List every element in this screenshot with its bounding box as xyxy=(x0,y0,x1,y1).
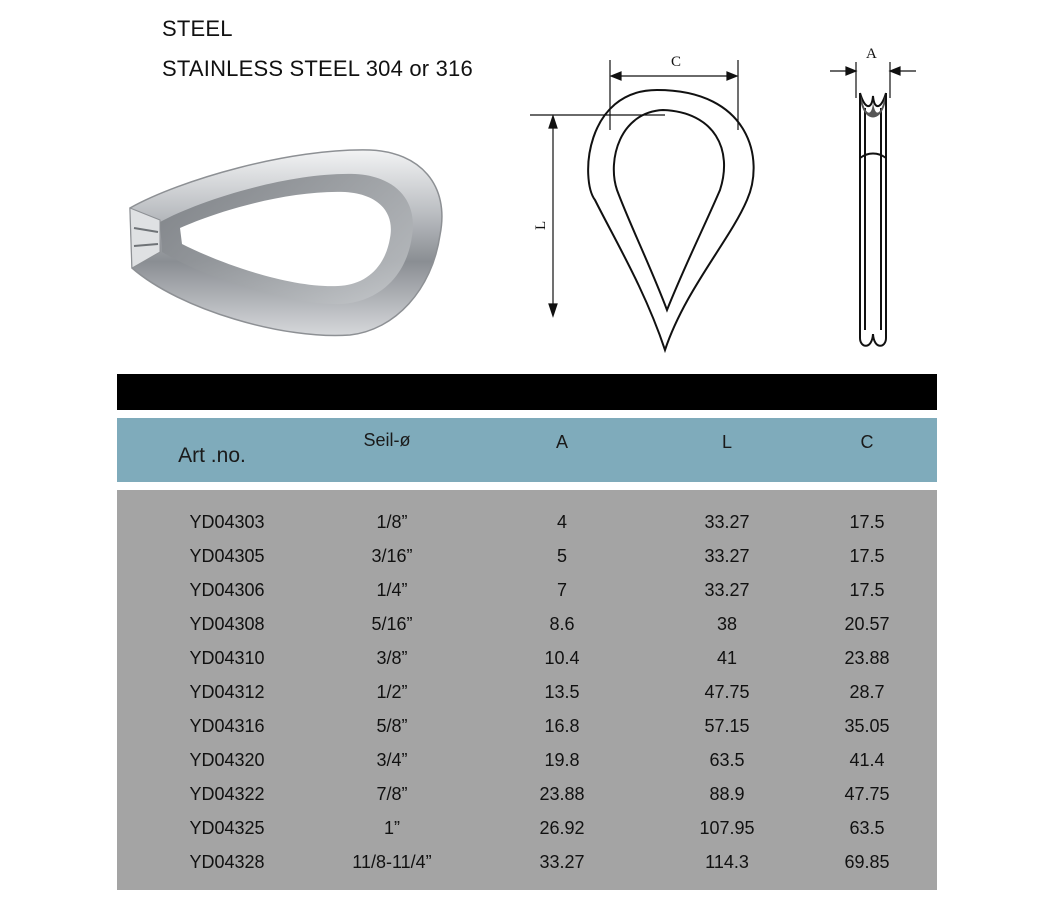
cell-seil: 11/8-11/4” xyxy=(352,852,432,872)
header-seil: Seil-ø xyxy=(363,430,411,450)
cell-seil: 1” xyxy=(383,818,400,838)
header-l: L xyxy=(721,432,732,452)
table-row xyxy=(117,542,937,576)
cell-a: 13.5 xyxy=(544,682,580,702)
cell-a: 19.8 xyxy=(544,750,580,770)
table-row xyxy=(117,678,937,712)
table-row xyxy=(117,746,937,780)
cell-c: 23.88 xyxy=(844,648,890,668)
cell-c: 28.7 xyxy=(849,682,885,702)
table-row xyxy=(117,814,937,848)
cell-l: 47.75 xyxy=(704,682,750,702)
cell-a: 5 xyxy=(556,546,567,566)
cell-a: 4 xyxy=(556,512,567,532)
cell-c: 63.5 xyxy=(849,818,885,838)
dim-label-c: C xyxy=(671,54,682,70)
cell-c: 17.5 xyxy=(849,546,885,566)
cell-seil: 3/16” xyxy=(371,546,413,566)
cell-a: 8.6 xyxy=(549,614,575,634)
cell-c: 69.85 xyxy=(844,852,890,872)
table-row xyxy=(117,508,937,542)
thimble-photo xyxy=(120,140,460,350)
cell-seil: 3/4” xyxy=(376,750,408,770)
cell-l: 57.15 xyxy=(704,716,750,736)
cell-c: 41.4 xyxy=(849,750,885,770)
material-heading: STEEL xyxy=(162,16,233,41)
table-row xyxy=(117,848,937,882)
black-title-bar xyxy=(117,374,937,410)
table-row xyxy=(117,610,937,644)
header-c: C xyxy=(860,432,874,452)
cell-a: 26.92 xyxy=(539,818,585,838)
cell-l: 33.27 xyxy=(704,546,750,566)
cell-art: YD04312 xyxy=(189,682,265,702)
thimble-front-drawing xyxy=(525,40,785,360)
table-header xyxy=(117,418,937,482)
dim-label-a: A xyxy=(866,46,877,62)
cell-art: YD04320 xyxy=(189,750,265,770)
cell-art: YD04303 xyxy=(189,512,265,532)
cell-c: 17.5 xyxy=(849,512,885,532)
cell-art: YD04305 xyxy=(189,546,265,566)
cell-l: 33.27 xyxy=(704,580,750,600)
cell-a: 33.27 xyxy=(539,852,585,872)
cell-art: YD04306 xyxy=(189,580,265,600)
cell-c: 17.5 xyxy=(849,580,885,600)
cell-art: YD04316 xyxy=(189,716,265,736)
cell-seil: 1/2” xyxy=(376,682,408,702)
dim-label-l: L xyxy=(533,220,549,230)
cell-c: 20.57 xyxy=(844,614,890,634)
cell-seil: 1/4” xyxy=(376,580,408,600)
cell-seil: 3/8” xyxy=(376,648,408,668)
header-art-no: Art .no. xyxy=(178,444,246,467)
table-row xyxy=(117,780,937,814)
cell-l: 38 xyxy=(716,614,738,634)
cell-a: 16.8 xyxy=(544,716,580,736)
cell-c: 35.05 xyxy=(844,716,890,736)
cell-seil: 7/8” xyxy=(376,784,408,804)
cell-art: YD04325 xyxy=(189,818,265,838)
header-a: A xyxy=(555,432,568,452)
cell-a: 23.88 xyxy=(539,784,585,804)
cell-seil: 5/16” xyxy=(371,614,413,634)
table-row xyxy=(117,576,937,610)
material-subheading: STAINLESS STEEL 304 or 316 xyxy=(162,56,473,81)
cell-a: 7 xyxy=(556,580,567,600)
cell-l: 88.9 xyxy=(709,784,745,804)
cell-l: 107.95 xyxy=(699,818,755,838)
cell-c: 47.75 xyxy=(844,784,890,804)
table-body xyxy=(117,490,937,890)
cell-seil: 1/8” xyxy=(376,512,408,532)
cell-l: 41 xyxy=(716,648,738,668)
cell-art: YD04310 xyxy=(189,648,265,668)
table-row xyxy=(117,644,937,678)
cell-a: 10.4 xyxy=(544,648,580,668)
cell-l: 114.3 xyxy=(705,852,749,872)
thimble-side-drawing xyxy=(820,38,930,358)
cell-seil: 5/8” xyxy=(376,716,408,736)
cell-l: 63.5 xyxy=(709,750,745,770)
table-row xyxy=(117,712,937,746)
cell-art: YD04322 xyxy=(189,784,265,804)
cell-art: YD04308 xyxy=(189,614,265,634)
cell-art: YD04328 xyxy=(189,852,265,872)
cell-l: 33.27 xyxy=(704,512,750,532)
